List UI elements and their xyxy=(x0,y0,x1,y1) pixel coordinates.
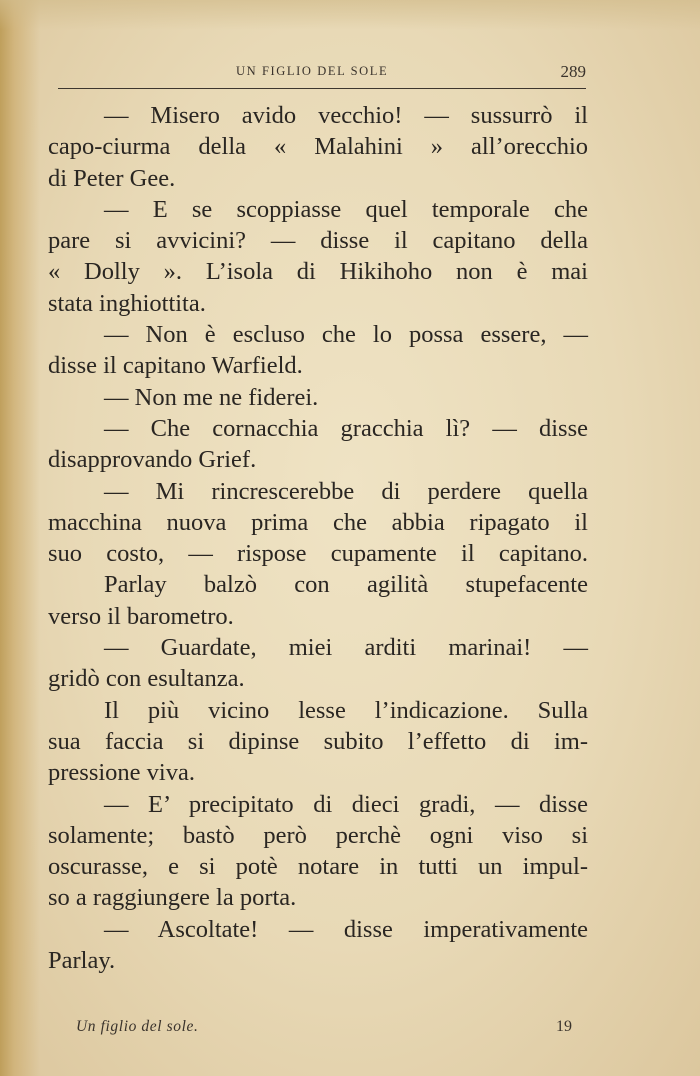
page-number: 289 xyxy=(560,62,586,81)
text-line: stata inghiottita. xyxy=(48,289,206,317)
text-line: disse il capitano Warfield. xyxy=(48,352,303,380)
text-line: suo costo, — rispose cupamente il capitano. xyxy=(48,540,588,568)
page-top-shadow xyxy=(0,0,700,30)
text-line: Il più vicino lesse l’indicazione. Sulla xyxy=(104,696,588,724)
text-line: gridò con esultanza. xyxy=(48,665,245,693)
sheet-number: 19 xyxy=(556,1018,572,1035)
text-line: Parlay. xyxy=(48,947,116,975)
text-line: — Misero avido vecchio! — sussurrò il xyxy=(104,102,588,129)
text-line: — Mi rincrescerebbe di perdere quella xyxy=(104,477,588,505)
signature-mark: Un figlio del sole. xyxy=(76,1018,199,1035)
text-line: — Guardate, miei arditi marinai! — xyxy=(104,634,588,662)
text-line: « Dolly ». L’isola di Hikihoho non è mai xyxy=(48,258,588,286)
text-line: macchina nuova prima che abbia ripagato il xyxy=(48,508,588,536)
header-rule xyxy=(58,88,586,89)
text-line: — Ascoltate! — disse imperativamente xyxy=(104,915,588,943)
text-line: di Peter Gee. xyxy=(48,164,176,192)
page-header xyxy=(58,62,586,84)
text-line: solamente; bastò però perchè ogni viso si xyxy=(48,821,588,849)
text-line: pare si avvicini? — disse il capitano della xyxy=(48,227,588,255)
page-body xyxy=(48,100,588,976)
text-line: disapprovando Grief. xyxy=(48,446,257,474)
text-line: — Non me ne fiderei. xyxy=(104,383,319,411)
text-line: — E’ precipitato di dieci gradi, — disse xyxy=(104,790,588,818)
text-line: verso il barometro. xyxy=(48,602,234,630)
running-title: UN FIGLIO DEL SOLE xyxy=(236,64,389,78)
text-line: pressione viva. xyxy=(48,759,195,787)
page-edge-shadow xyxy=(0,0,40,1076)
text-line: oscurasse, e si potè notare in tutti un impul- xyxy=(48,853,588,881)
text-line: — Che cornacchia gracchia lì? — disse xyxy=(104,414,588,442)
text-line: — Non è escluso che lo possa essere, — xyxy=(104,321,588,349)
text-line: Parlay balzò con agilità stupefacente xyxy=(104,571,588,599)
page-footer xyxy=(76,1018,572,1042)
text-line: sua faccia si dipinse subito l’effetto di im- xyxy=(48,727,588,755)
text-line: — E se scoppiasse quel temporale che xyxy=(104,195,588,223)
text-line: capo-ciurma della « Malahini » all’orecchio xyxy=(48,133,588,161)
text-line: so a raggiungere la porta. xyxy=(48,884,297,912)
